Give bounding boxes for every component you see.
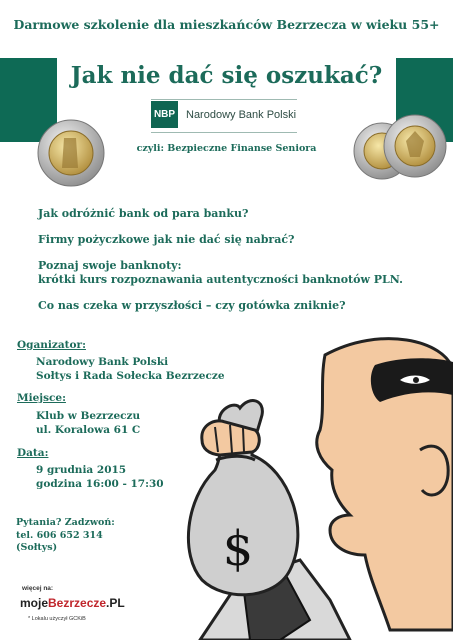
- nbp-divider-top: [151, 99, 297, 100]
- topic-item: krótki kurs rozpoznawania autentyczności banknotów PLN.: [38, 273, 403, 286]
- date-label: Data:: [17, 447, 49, 459]
- nbp-logo: NBP: [151, 101, 178, 128]
- logo-part: .PL: [106, 596, 125, 610]
- contact-line: tel. 606 652 314: [16, 530, 103, 541]
- topic-item: Firmy pożyczkowe jak nie dać się nabrać?: [38, 233, 295, 246]
- place-line: ul. Koralowa 61 C: [36, 424, 141, 436]
- coin-left-icon: [36, 118, 106, 188]
- date-line: 9 grudnia 2015: [36, 464, 127, 476]
- footer-note: * Lokalu użyczył GCKiB: [28, 616, 86, 622]
- place-line: Klub w Bezrzeczu: [36, 410, 141, 422]
- dollar-sign: $: [222, 521, 254, 577]
- nbp-name: Narodowy Bank Polski: [186, 109, 297, 121]
- site-logo[interactable]: [20, 596, 125, 610]
- logo-part: moje: [20, 596, 49, 610]
- organizer-line: Narodowy Bank Polski: [36, 356, 169, 368]
- contact-line: Pytania? Zadzwoń:: [16, 517, 115, 528]
- organizer-label: Oganizator:: [17, 339, 86, 351]
- date-line: godzina 16:00 - 17:30: [36, 478, 164, 490]
- topic-item: Poznaj swoje banknoty:: [38, 259, 182, 272]
- page-title: Jak nie dać się oszukać?: [70, 62, 383, 89]
- organizer-line: Sołtys i Rada Sołecka Bezrzecze: [36, 370, 225, 382]
- topic-item: Co nas czeka w przyszłości – czy gotówka zniknie?: [38, 299, 346, 312]
- contact-line: (Sołtys): [16, 542, 58, 553]
- coin-right-front-icon: [382, 113, 448, 179]
- nbp-divider: [151, 132, 297, 133]
- more-on-label: więcej na:: [22, 585, 54, 592]
- topic-item: Jak odróżnić bank od para banku?: [38, 207, 249, 220]
- subtitle: czyli: Bezpieczne Finanse Seniora: [136, 143, 317, 154]
- thief-illustration: [180, 330, 453, 640]
- logo-part: Bezrzecze: [48, 596, 107, 610]
- place-label: Miejsce:: [17, 392, 66, 404]
- top-line: Darmowe szkolenie dla mieszkańców Bezrzecza w wieku 55+: [13, 17, 440, 32]
